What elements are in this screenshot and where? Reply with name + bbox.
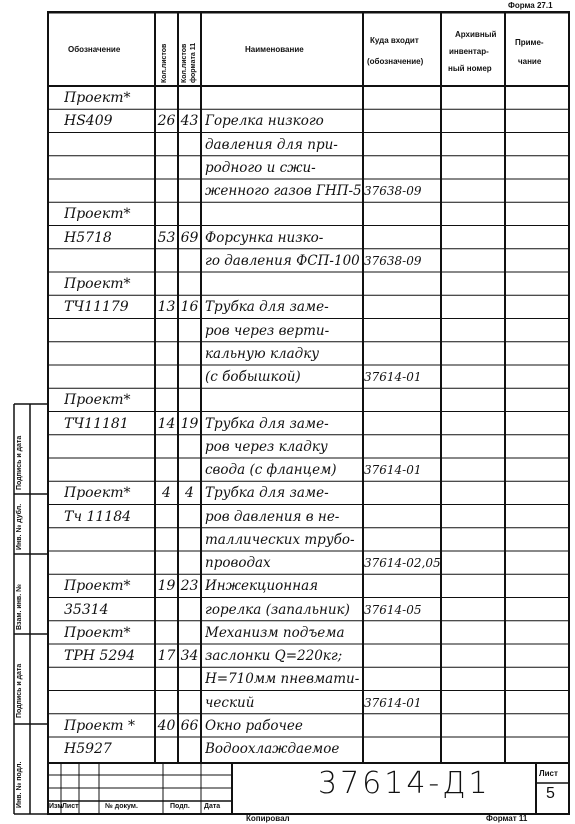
cell-name: Форсунка низко-	[205, 229, 324, 246]
cell-designation: ТЧ11181	[64, 415, 129, 432]
header-sheets: Кол.листов	[161, 43, 168, 83]
side-label-vzam-inv: Взам. инв. №	[16, 584, 23, 630]
cell-sheets: 13	[157, 299, 176, 316]
cell-sheets-a4: 4	[185, 485, 194, 502]
cell-sheets: 53	[157, 229, 176, 246]
title-col-izm: Изм	[49, 803, 63, 810]
title-col-doc: № докум.	[105, 803, 138, 810]
cell-name: заслонки Q=220кг;	[205, 648, 343, 664]
cell-name: Водоохлаждаемое	[205, 741, 340, 757]
side-label-signature-date-1: Подпись и дата	[16, 435, 23, 490]
cell-name: кальную кладку	[205, 345, 320, 362]
cell-name: (с бобышкой)	[205, 369, 301, 385]
cell-designation: НS409	[64, 113, 113, 130]
header-name: Наименование	[245, 45, 304, 54]
cell-name: проводах	[205, 555, 271, 571]
cell-designation: Проект*	[64, 90, 131, 106]
header-where-used-1: Куда входит	[370, 36, 419, 45]
side-label-inv-podl: Инв. № подл.	[16, 761, 23, 808]
header-sheets-a4-text: Кол.листов формата 11	[181, 42, 197, 83]
cell-sheets-a4: 43	[180, 113, 199, 130]
cell-designation: Проект*	[64, 276, 131, 292]
sheet-label: Лист	[539, 769, 558, 778]
cell-sheets-a4: 23	[180, 578, 199, 595]
cell-where-used: 37638-09	[364, 253, 422, 268]
cell-designation: Проект *	[64, 717, 135, 734]
cell-sheets-a4: 66	[180, 717, 199, 734]
cell-name: ров через кладку	[205, 438, 328, 455]
cell-name: Окно рабочее	[205, 717, 303, 734]
cell-name: давления для при-	[205, 136, 338, 153]
sheet-number: 5	[546, 785, 555, 802]
footer-copied: Копировал	[246, 814, 290, 823]
cell-designation: Н5927	[64, 741, 112, 757]
title-col-sign: Подп.	[170, 803, 190, 810]
cell-designation: Проект*	[64, 578, 131, 595]
cell-where-used: 37638-09	[364, 184, 422, 198]
cell-name: Трубка для заме-	[205, 415, 329, 432]
cell-sheets: 4	[162, 485, 171, 502]
cell-sheets: 40	[157, 717, 176, 734]
cell-sheets: 17	[157, 648, 176, 664]
side-label-inv-dubl: Инв. № дубл.	[16, 503, 23, 550]
form-label: Форма 27.1	[508, 1, 553, 10]
cell-designation: Проект*	[64, 624, 131, 641]
cell-where-used: 37614-05	[364, 602, 422, 617]
cell-name: Трубка для заме-	[205, 485, 329, 502]
cell-where-used: 37614-01	[364, 695, 422, 710]
footer-format: Формат 11	[486, 814, 528, 823]
cell-name: Н=710мм пневмати-	[205, 671, 360, 688]
cell-where-used: 37614-01	[364, 463, 422, 477]
header-sheets-a4	[180, 17, 198, 83]
cell-name: го давления ФСП-100	[205, 252, 360, 269]
cell-sheets-a4: 34	[180, 648, 199, 664]
cell-designation: ТРН 5294	[64, 648, 136, 664]
header-where-used-2: (обозначение)	[367, 57, 424, 66]
header-designation: Обозначение	[68, 45, 121, 54]
cell-sheets-a4: 69	[180, 229, 199, 246]
cell-sheets-a4: 16	[180, 299, 199, 316]
cell-name: родного и сжи-	[205, 159, 316, 176]
cell-name: ров давления в не-	[205, 508, 340, 525]
side-label-signature-date-2: Подпись и дата	[16, 663, 23, 718]
cell-name: Горелка низкого	[205, 113, 324, 130]
cell-sheets: 26	[157, 113, 176, 130]
cell-name: таллических трубо-	[205, 531, 355, 548]
header-archive-2: инвентар-	[449, 47, 489, 56]
header-archive-1: Архивный	[455, 30, 497, 39]
title-col-date: Дата	[204, 803, 221, 810]
cell-name: женного газов ГНП-5	[205, 183, 362, 199]
document-number: 37614-Д1	[318, 766, 491, 801]
cell-designation: Тч 11184	[64, 508, 132, 525]
cell-name: Механизм подъема	[205, 624, 345, 641]
cell-where-used: 37614-01	[364, 370, 422, 384]
title-col-list: Лист	[62, 803, 79, 810]
cell-designation: Проект*	[64, 206, 131, 223]
cell-name: ческий	[205, 694, 255, 711]
cell-sheets-a4: 19	[180, 415, 199, 432]
cell-designation: Н5718	[64, 229, 112, 246]
cell-designation: ТЧ11179	[64, 299, 129, 316]
header-note-1: Приме-	[515, 38, 544, 47]
cell-designation: Проект*	[64, 392, 131, 409]
cell-sheets: 19	[157, 578, 176, 595]
cell-name: горелка (запальник)	[205, 601, 350, 618]
cell-name: Инжекционная	[205, 578, 319, 595]
cell-designation: 35314	[64, 601, 109, 618]
header-archive-3: ный номер	[448, 64, 492, 73]
cell-sheets: 14	[157, 415, 176, 432]
cell-name: Трубка для заме-	[205, 299, 329, 316]
header-note-2: чание	[518, 57, 542, 66]
cell-designation: Проект*	[64, 485, 131, 502]
cell-name: ров через верти-	[205, 322, 330, 339]
cell-where-used: 37614-02,05	[364, 556, 441, 570]
cell-name: свода (с фланцем)	[205, 462, 337, 478]
